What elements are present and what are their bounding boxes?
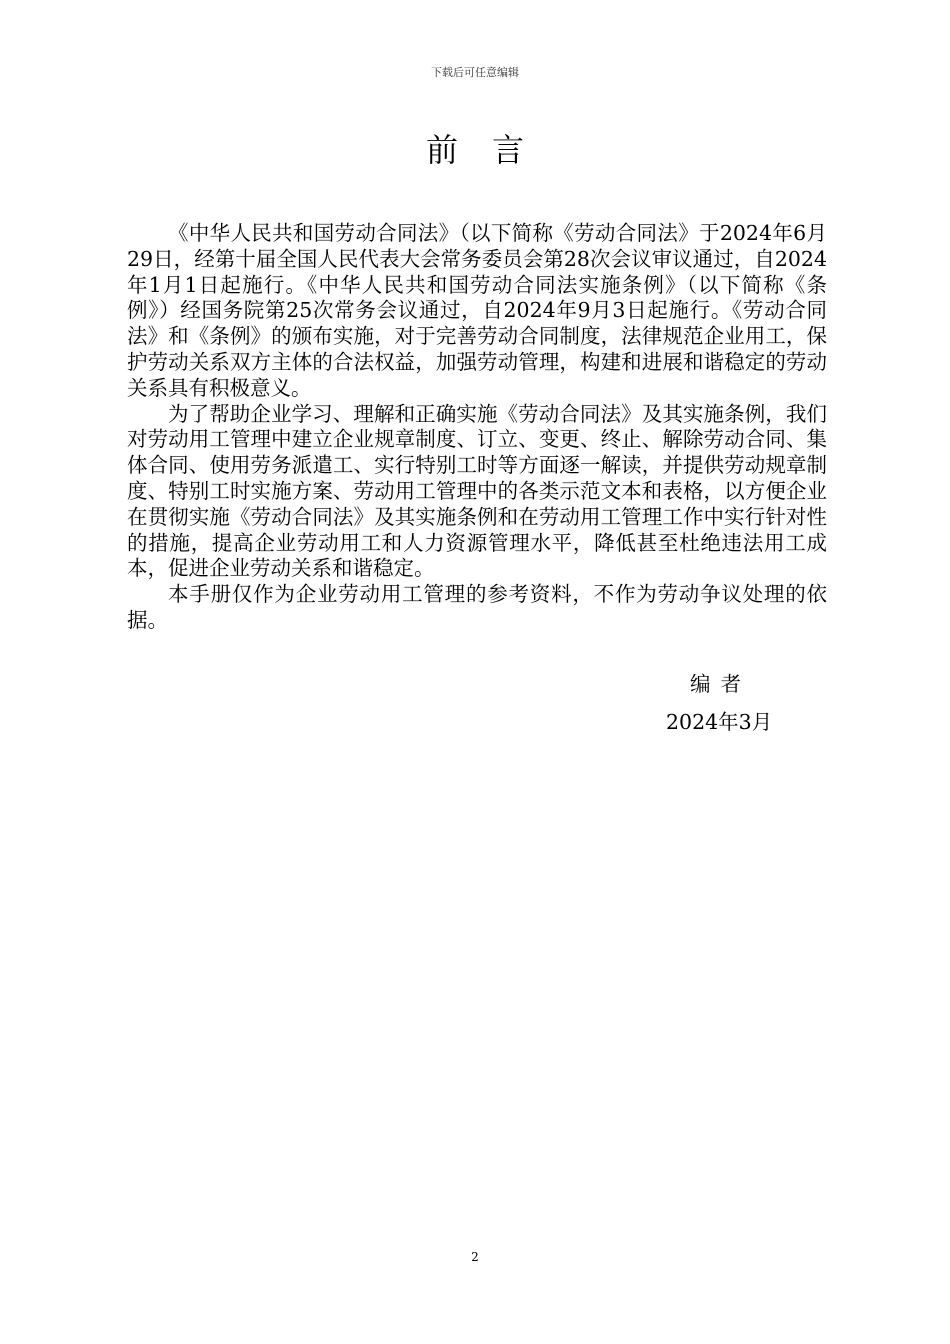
preface-body: [127, 221, 827, 634]
page-number: 2: [471, 1250, 479, 1264]
paragraph-1: 《中华人民共和国劳动合同法》（以下简称《劳动合同法》于2024年6月29日，经第十届全国人民代表大会常务委员会第28次会议审议通过，自2024年1月1日起施行。《中华人民共和国劳动合同法实施条例》（以下简称《条例》）经国务院第25次常务会议通过，自2024年9月3日起施行。《劳动合同法》和《条例》的颁布实施，对于完善劳动合同制度，法律规范企业用工，保护劳动关系双方主体的合法权益，加强劳动管理，构建和进展和谐稳定的劳动关系具有积极意义。: [127, 221, 827, 400]
paragraph-3: 本手册仅作为企业劳动用工管理的参考资料，不作为劳动争议处理的依据。: [127, 582, 827, 632]
paragraph-2: 为了帮助企业学习、理解和正确实施《劳动合同法》及其实施条例，我们对劳动用工管理中建立企业规章制度、订立、变更、终止、解除劳动合同、集体合同、使用劳务派遣工、实行特别工时等方面逐一解读，并提供劳动规章制度、特别工时实施方案、劳动用工管理中的各类示范文本和表格，以方便企业在贯彻实施《劳动合同法》及其实施条例和在劳动用工管理工作中实行针对性的措施，提高企业劳动用工和人力资源管理水平，降低甚至杜绝违法用工成本，促进企业劳动关系和谐稳定。: [127, 401, 827, 581]
page-title: 前言: [425, 131, 558, 169]
signature-editor: 编者: [690, 672, 751, 696]
page-header: 下载后可任意编辑: [431, 66, 519, 79]
signature-date: 2024年3月: [666, 710, 773, 734]
